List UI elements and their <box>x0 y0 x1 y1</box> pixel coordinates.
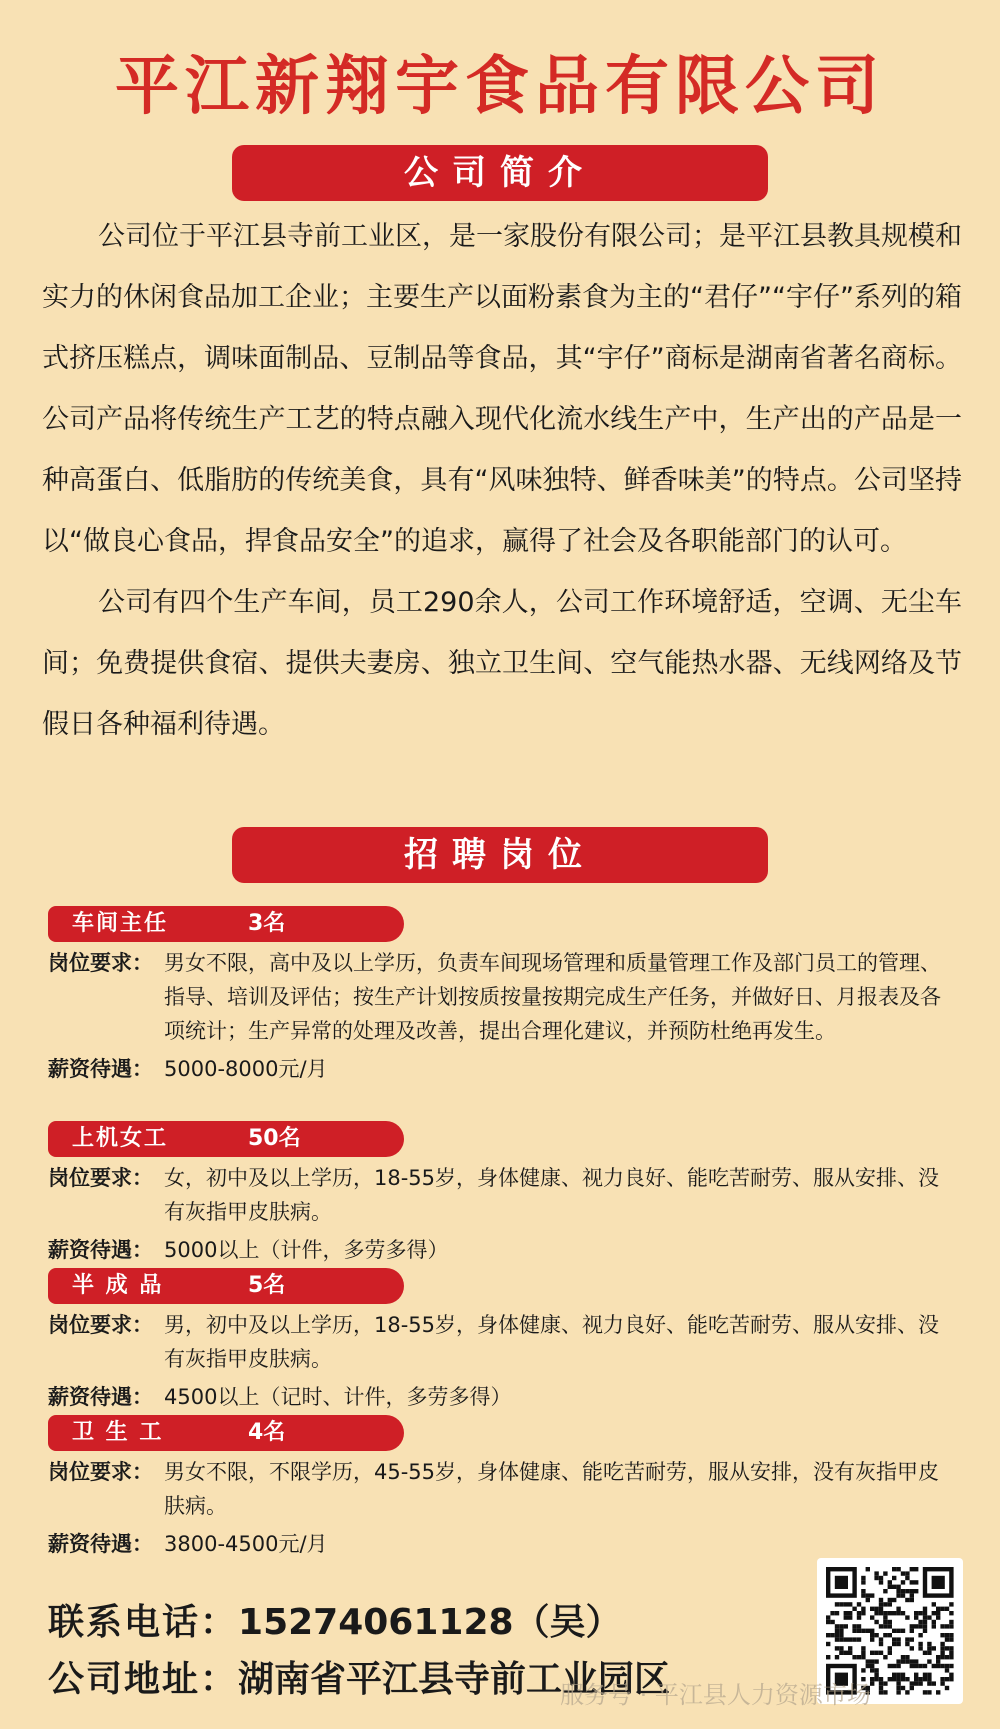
salary-text: 4500以上（记时、计件，多劳多得） <box>164 1385 512 1409</box>
watermark: 服务号 · 平江县人力资源市场 <box>560 1681 871 1709</box>
phone-value[interactable]: 15274061128（吴） <box>238 1602 622 1643</box>
job-title-bar <box>48 1121 404 1157</box>
job-count: 5名 <box>248 1273 286 1298</box>
salary-text: 3800-4500元/月 <box>164 1532 328 1556</box>
requirement-text: 男女不限，不限学历，45-55岁，身体健康、能吃苦耐劳，服从安排，没有灰指甲皮肤病。 <box>164 1460 940 1518</box>
job-item <box>48 1268 968 1414</box>
job-title: 上机女工 <box>72 1126 169 1151</box>
job-count: 4名 <box>248 1420 286 1445</box>
job-title-bar <box>48 906 404 942</box>
requirement-label: 岗位要求： <box>48 951 153 975</box>
job-salary <box>48 1233 968 1267</box>
job-item <box>48 906 968 1086</box>
requirement-label: 岗位要求： <box>48 1460 153 1484</box>
contact-phone <box>48 1598 622 1648</box>
requirement-text: 男女不限，高中及以上学历，负责车间现场管理和质量管理工作及部门员工的管理、指导、培训及评估；按生产计划按质按量按期完成生产任务，并做好日、月报表及各项统计；生产异常的处理及改善，提出合理化建议，并预防杜绝再发生。 <box>164 951 941 1043</box>
job-count: 3名 <box>248 911 286 936</box>
requirement-text: 男，初中及以上学历，18-55岁，身体健康、视力良好、能吃苦耐劳、服从安排、没有灰指甲皮肤病。 <box>164 1313 940 1371</box>
jobs-heading: 招聘岗位 <box>232 827 768 883</box>
job-salary <box>48 1527 968 1561</box>
address-value: 湖南省平江县寺前工业园区 <box>238 1659 671 1700</box>
requirement-label: 岗位要求： <box>48 1166 153 1190</box>
job-requirement <box>48 1308 968 1376</box>
salary-text: 5000-8000元/月 <box>164 1057 328 1081</box>
job-title: 车间主任 <box>72 911 169 936</box>
intro-paragraph-2: 公司有四个生产车间，员工290余人，公司工作环境舒适，空调、无尘车间；免费提供食宿、提供夫妻房、独立卫生间、空气能热水器、无线网络及节假日各种福利待遇。 <box>42 587 962 740</box>
job-item <box>48 1121 968 1267</box>
job-title: 半 成 品 <box>72 1273 164 1298</box>
job-count: 50名 <box>248 1126 301 1151</box>
job-requirement <box>48 946 968 1048</box>
salary-label: 薪资待遇： <box>48 1057 153 1081</box>
requirement-label: 岗位要求： <box>48 1313 153 1337</box>
salary-text: 5000以上（计件，多劳多得） <box>164 1238 449 1262</box>
salary-label: 薪资待遇： <box>48 1385 153 1409</box>
address-label: 公司地址： <box>48 1659 239 1700</box>
salary-label: 薪资待遇： <box>48 1238 153 1262</box>
phone-label: 联系电话： <box>48 1602 239 1643</box>
requirement-text: 女，初中及以上学历，18-55岁，身体健康、视力良好、能吃苦耐劳、服从安排、没有灰指甲皮肤病。 <box>164 1166 940 1224</box>
job-requirement <box>48 1455 968 1523</box>
salary-label: 薪资待遇： <box>48 1532 153 1556</box>
job-item <box>48 1415 968 1561</box>
job-title: 卫 生 工 <box>72 1420 164 1445</box>
intro-text <box>42 206 962 755</box>
intro-heading: 公司简介 <box>232 145 768 201</box>
job-title-bar <box>48 1268 404 1304</box>
intro-paragraph-1: 公司位于平江县寺前工业区，是一家股份有限公司；是平江县教具规模和实力的休闲食品加工企业；主要生产以面粉素食为主的“君仔”“宇仔”系列的箱式挤压糕点，调味面制品、豆制品等食品，其“宇仔”商标是湖南省著名商标。公司产品将传统生产工艺的特点融入现代化流水线生产中，生产出的产品是一种高蛋白、低脂肪的传统美食，具有“风味独特、鲜香味美”的特点。公司坚持以“做良心食品，捍食品安全”的追求，赢得了社会及各职能部门的认可。 <box>42 221 962 557</box>
job-salary <box>48 1052 968 1086</box>
company-title: 平江新翔宇食品有限公司 <box>115 50 885 124</box>
job-requirement <box>48 1161 968 1229</box>
job-title-bar <box>48 1415 404 1451</box>
job-salary <box>48 1380 968 1414</box>
